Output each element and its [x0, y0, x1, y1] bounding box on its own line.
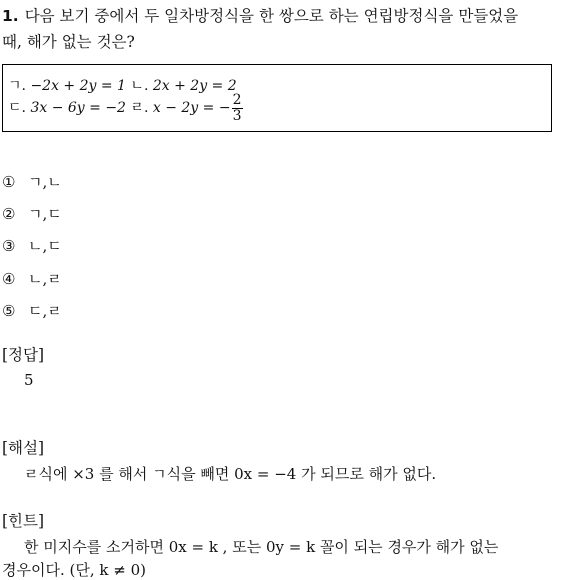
explanation-text: ㄹ식에 ×3 를 해서 ㄱ식을 빼면 0x = −4 가 되므로 해가 없다. — [24, 465, 437, 483]
option-label-giyeok: ㄱ. — [8, 78, 26, 94]
options-row-2 — [8, 93, 243, 123]
choice-1[interactable] — [2, 171, 62, 192]
answer-value: 5 — [24, 371, 34, 389]
choice-5-number: ⑤ — [2, 302, 16, 320]
choice-5[interactable] — [2, 300, 62, 321]
option-label-digeut: ㄷ. — [8, 100, 26, 117]
choice-2-text: ㄱ,ㄷ — [28, 205, 62, 223]
choice-3[interactable] — [2, 235, 62, 256]
choice-4-number: ④ — [2, 270, 16, 288]
options-row-1 — [8, 75, 237, 95]
option-equation-giyeok: −2x + 2y = 1 — [30, 78, 126, 94]
option-equation-nieun: 2x + 2y = 2 — [152, 78, 237, 94]
hint-text-1: 한 미지수를 소거하면 0x = k , 또는 0y = k 꼴이 되는 경우가 해가 없는 — [24, 538, 499, 556]
question-number: 1. — [2, 7, 19, 25]
answer-heading: [정답] — [2, 346, 45, 364]
hint-text-2: 경우이다. (단, k ≠ 0) — [2, 561, 146, 579]
choice-4[interactable] — [2, 268, 62, 289]
choice-1-text: ㄱ,ㄴ — [28, 173, 62, 191]
question-text-2: 때, 해가 없는 것은? — [2, 33, 135, 51]
choice-2[interactable] — [2, 203, 62, 224]
choice-1-number: ① — [2, 173, 16, 191]
option-label-rieul: ㄹ. — [130, 100, 149, 117]
question-line-2 — [2, 30, 135, 52]
option-label-nieun: ㄴ. — [130, 78, 149, 94]
choice-3-text: ㄴ,ㄷ — [28, 237, 62, 255]
option-equation-rieul: x − 2y = − — [152, 100, 231, 117]
choice-3-number: ③ — [2, 237, 16, 255]
option-equation-digeut: 3x − 6y = −2 — [30, 100, 126, 117]
question-line-1 — [2, 4, 518, 26]
choice-2-number: ② — [2, 205, 16, 223]
options-box — [2, 64, 552, 132]
choice-5-text: ㄷ,ㄹ — [28, 302, 62, 320]
hint-heading: [힌트] — [2, 512, 45, 530]
fraction-numerator: 2 — [232, 92, 242, 108]
question-text-1: 다음 보기 중에서 두 일차방정식을 한 쌍으로 하는 연립방정식을 만들었을 — [24, 7, 519, 25]
fraction — [232, 93, 243, 123]
explanation-heading: [해설] — [2, 439, 45, 457]
choice-4-text: ㄴ,ㄹ — [28, 270, 62, 288]
fraction-denominator: 3 — [232, 107, 242, 124]
